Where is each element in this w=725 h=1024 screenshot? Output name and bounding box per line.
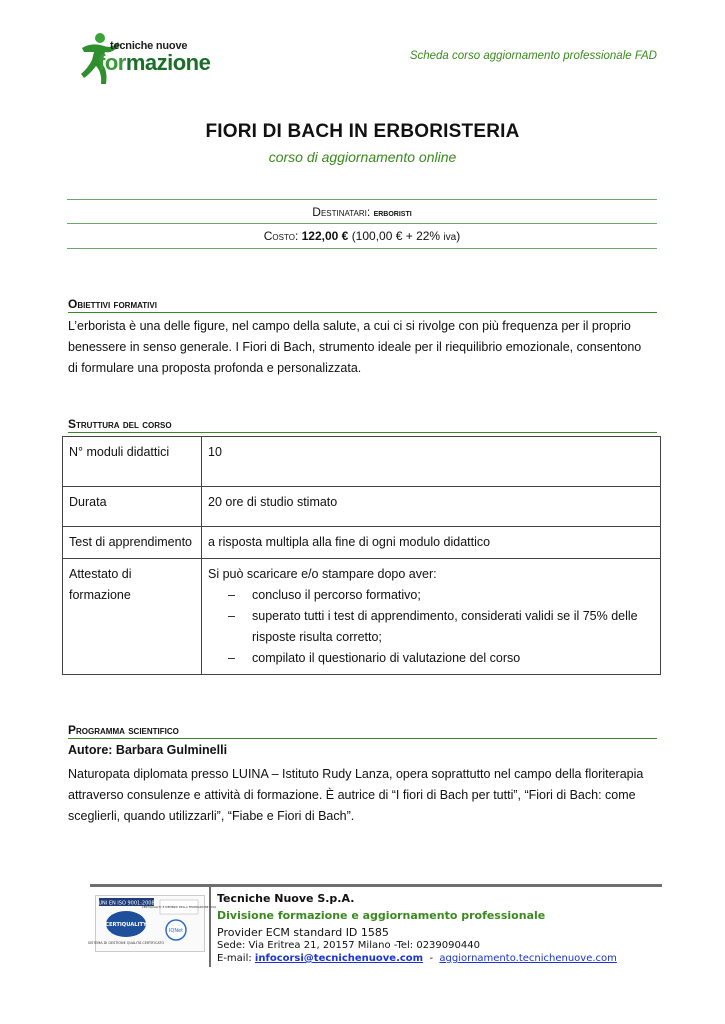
objectives-text: L’erborista è una delle figure, nel campo della salute, a cui ci si rivolge con più frequenza per il proprio benessere in senso generale. I Fiori di Bach, strumento ideale per il riequilibrio emozionale, consentono di formulare una proposta profonda e personalizzata. bbox=[68, 319, 642, 375]
table-cell-value bbox=[202, 559, 661, 675]
cert-caption: SISTEMA DI GESTIONE QUALITÀ CERTIFICATO bbox=[87, 941, 165, 945]
certificate-steps bbox=[208, 585, 654, 669]
table-cell-value: a risposta multipla alla fine di ogni modulo didattico bbox=[202, 527, 661, 559]
divider bbox=[67, 223, 657, 224]
footer-divider bbox=[90, 884, 662, 887]
cost-row bbox=[67, 229, 657, 243]
certificate-intro: Si può scaricare e/o stampare dopo aver: bbox=[208, 567, 437, 581]
recipients-value: erboristi bbox=[373, 208, 412, 219]
logo-text-tecniche-nuove: tecniche nuove bbox=[110, 40, 188, 52]
certification-badge bbox=[87, 895, 217, 952]
table-cell-value: 10 bbox=[202, 437, 661, 487]
table-cell-label: N° moduli didattici bbox=[63, 437, 202, 487]
structure-heading: Struttura del corso bbox=[68, 417, 657, 433]
table-cell-label: Attestato di formazione bbox=[63, 559, 202, 675]
table-row bbox=[63, 559, 661, 675]
table-row bbox=[63, 487, 661, 527]
program-heading: Programma scientifico bbox=[68, 723, 657, 739]
recipients-row bbox=[67, 205, 657, 219]
table-row bbox=[63, 437, 661, 487]
website-link[interactable]: aggiornamento.tecnichenuove.com bbox=[439, 953, 617, 964]
footer-division: Divisione formazione e aggiornamento professionale bbox=[217, 909, 546, 922]
cost-label: Costo: bbox=[263, 229, 299, 243]
footer-address: Sede: Via Eritrea 21, 20157 Milano -Tel: 0239090440 bbox=[217, 940, 480, 951]
list-item: – concluso il percorso formativo; bbox=[208, 585, 654, 606]
table-cell-value: 20 ore di studio stimato bbox=[202, 487, 661, 527]
cost-detail: (100,00 € + 22% iva) bbox=[351, 229, 461, 243]
program-text: Naturopata diplomata presso LUINA – Istituto Rudy Lanza, opera soprattutto nel campo della floriterapia attraverso consulenze e attività di formazione. È autrice di “I fiori di Bach per tutti”, “Fiori di Bach: come sceglierli, quando utilizzarli”, “Fiabe e Fiori di Bach”. bbox=[68, 767, 644, 823]
program-author: Autore: Barbara Gulminelli bbox=[68, 743, 228, 757]
course-subtitle: corso di aggiornamento online bbox=[268, 149, 457, 165]
footer-provider: Provider ECM standard ID 1585 bbox=[217, 926, 389, 939]
cert-side-text: CERTIQUALITY È MEMBRO DELLA FEDERAZIONE CISQ bbox=[141, 905, 217, 909]
divider bbox=[67, 199, 657, 200]
list-item: – superato tutti i test di apprendimento, considerati validi se il 75% delle risposte risulta corretto; bbox=[208, 606, 654, 648]
logo-text-formazione: formazione bbox=[98, 50, 211, 75]
cost-value: 122,00 € bbox=[301, 229, 349, 243]
objectives-heading: Obiettivi formativi bbox=[68, 297, 657, 313]
footer-vertical-divider bbox=[209, 887, 211, 967]
cert-brand: CERTIQUALITY bbox=[105, 922, 147, 928]
email-link[interactable]: infocorsi@tecnichenuove.com bbox=[254, 953, 424, 964]
cert-title: UNI EN ISO 9001:2008 bbox=[98, 900, 155, 907]
footer-company: Tecniche Nuove S.p.A. bbox=[217, 892, 355, 905]
course-title: FIORI DI BACH IN ERBORISTERIA bbox=[205, 121, 520, 142]
divider bbox=[67, 248, 657, 249]
footer-contacts: E-mail: infocorsi@tecnichenuove.com - aggiornamento.tecnichenuove.com bbox=[217, 953, 617, 964]
cert-badge-text: IQNet bbox=[168, 928, 184, 934]
header-tagline: Scheda corso aggiornamento professionale FAD bbox=[409, 50, 657, 62]
structure-table bbox=[62, 436, 661, 675]
list-item: – compilato il questionario di valutazione del corso bbox=[208, 648, 654, 669]
table-row bbox=[63, 527, 661, 559]
table-cell-label: Test di apprendimento bbox=[63, 527, 202, 559]
table-cell-label: Durata bbox=[63, 487, 202, 527]
recipients-label: Destinatari: bbox=[312, 205, 371, 219]
